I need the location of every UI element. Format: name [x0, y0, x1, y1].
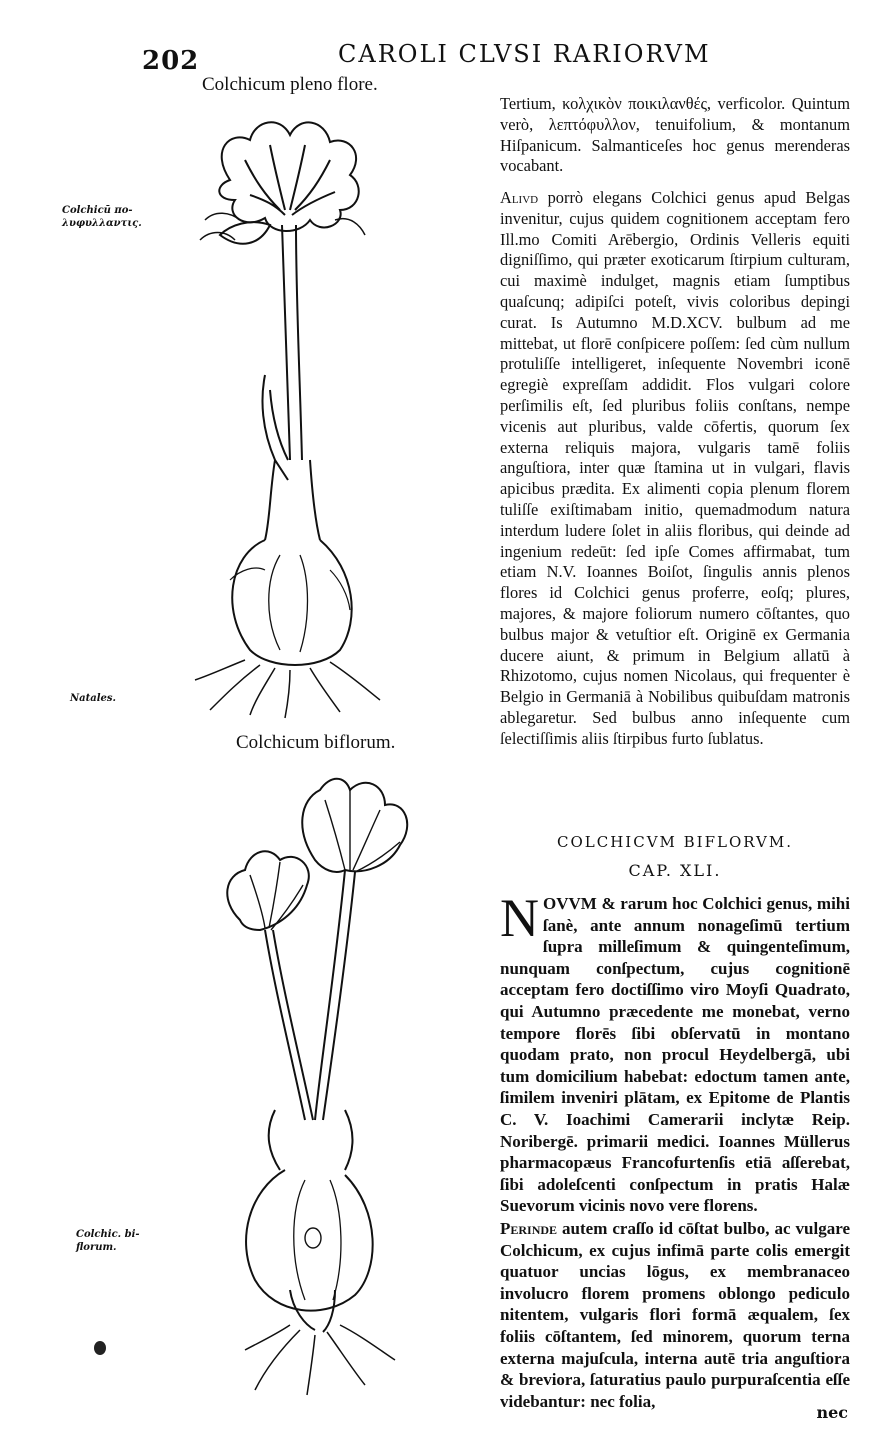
paragraph-novum-text: [500, 888, 850, 1217]
margin-note-polyphyllantis: Colchicū πο-λυφυλλαντις.: [62, 205, 142, 229]
page-number: 202: [142, 46, 200, 76]
paragraph-perinde-lead: Perinde: [500, 1219, 558, 1238]
caption-colchicum-biflorum: Colchicum biflorum.: [236, 732, 396, 753]
paragraph-aliud-body: porrò elegans Colchici genus apud Belgas invenitur, cujus quidem cognitionem acceptam fero Ill.mo Comiti Arēbergio, Ordinis Velleris equiti digniſſimo, qui præter exoticarum ſtirpium culturam, cui maximè indulget, magnis etiam ſumptibus quaſcunq; adipiſci poteſt, vivis coloribus depingi curat. Is Autumno M.D.XCV. bulbum ad me mittebat, ut florē conſpicere poſſem: ſed cùm nullum protuliſſe intelligeret, inſequente Novembri iconē egregiè expreſſam addidit. Flos vulgari colore perſimilis eſt, ſed pluribus foliis conſtans, nempe vicenis aut pluribus, valde cōfertis, quorum ſex externa reliquis majora, vulgaris tamē foliis anguſtiora, inter quæ ſtamina ut in vulgari, flavis apicibus prædita. Ex alimenti copia plenum florem tuliſſe exiſtimabam initio, quemadmodum natura interdum ludere ſolet in aliis floribus, qui deinde ad ingenium redeūt: ſed ipſe Comes affirmabat, tum etiam N.V. Ioannes Boiſot, ſingulis annis plenos flores id Colchici genus proferre, eoſq; plures, majores, & majore foliorum numero cōſtantes, quo bulbus major & vetuſtior eſt. Originē ex Germania ducere aiunt, & primum in Belgium allatū à Rhizotomo, cujus nomen Nicolaus, qui frequenter è Belgio in Germaniā à Nobilibus quibuſdam matronis ablegaretur. Sed bulbus anno inſequente cum ſelectiſſimis aliis ſtirpibus furto ſublatus.: [500, 188, 850, 748]
paragraph-aliud-text: [500, 188, 850, 750]
margin-note-natales: Natales.: [70, 693, 116, 704]
catchword: nec: [816, 1403, 848, 1422]
chapter-number: CAP. XLI.: [628, 861, 722, 880]
paragraph-novum: [500, 888, 850, 1217]
paragraph-perinde-body: autem craſſo id cōſtat bulbo, ac vulgare Colchicum, ex cujus infimā parte colis emergit quatuor uncias lōgus, ex membranaceo involucro florem promens oblongo pediculo nitentem, vulgaris flori formā æqualem, ſex foliis cōſtantem, ſed minorem, quorum terna externa majuſcula, interna autē tria anguſtiora & breviora, ſaturatius paulo purpuraſcentia eſſe videbantur: nec folia,: [500, 1219, 850, 1411]
drop-cap: N: [500, 888, 539, 948]
margin-note-biflorum: Colchic. bi-florum.: [76, 1229, 140, 1253]
ink-smudge: [94, 1341, 106, 1355]
caption-colchicum-pleno-flore: Colchicum pleno flore.: [202, 74, 378, 95]
paragraph-aliud: [500, 188, 850, 750]
paragraph-tertium-text: Tertium, κολχικὸν ποικιλανθές, verficolor. Quintum verò, λεπτόφυλλον, tenuifolium, & montanum Hiſpanicum. Salmanticeſes hoc genus merenderas vocabant.: [500, 94, 850, 176]
chapter-title: COLCHICVM BIFLORVM.: [557, 833, 793, 851]
paragraph-novum-body: OVVM & rarum hoc Colchici genus, mihi ſanè, ante annum nonageſimū tertium ſupra milleſimum & quingenteſimum, nunquam conſpectum, cujus cognitionē acceptam fero doctiſſimo viro Moyſi Quadrato, qui Autumno præcedente me monebat, verno tempore florēs ſibi obſervatū in montano quodam prato, non procul Heydelbergā, ubi tum domicilium habebat: edoctum tamen ante, ſimilem inveniri plātam, ex Epitome de Plantis C. V. Ioachimi Camerarii inclytæ Reip. Noribergē. primarii medici. Ioannes Müllerus pharmacopæus Francofurtenſis etiā aſſerebat, ſibi adoleſcenti conſpectum in pratis Halæ Suevorum vicinis novo vere florens.: [500, 894, 850, 1216]
woodcut-colchicum-biflorum: [195, 770, 450, 1400]
woodcut-colchicum-pleno-flore: [170, 100, 400, 720]
paragraph-tertium: [500, 94, 850, 177]
paragraph-perinde: [500, 1218, 850, 1412]
paragraph-aliud-lead: Alivd: [500, 188, 539, 207]
paragraph-perinde-text: [500, 1218, 850, 1412]
running-head: CAROLI CLVSI RARIORVM: [338, 40, 711, 68]
